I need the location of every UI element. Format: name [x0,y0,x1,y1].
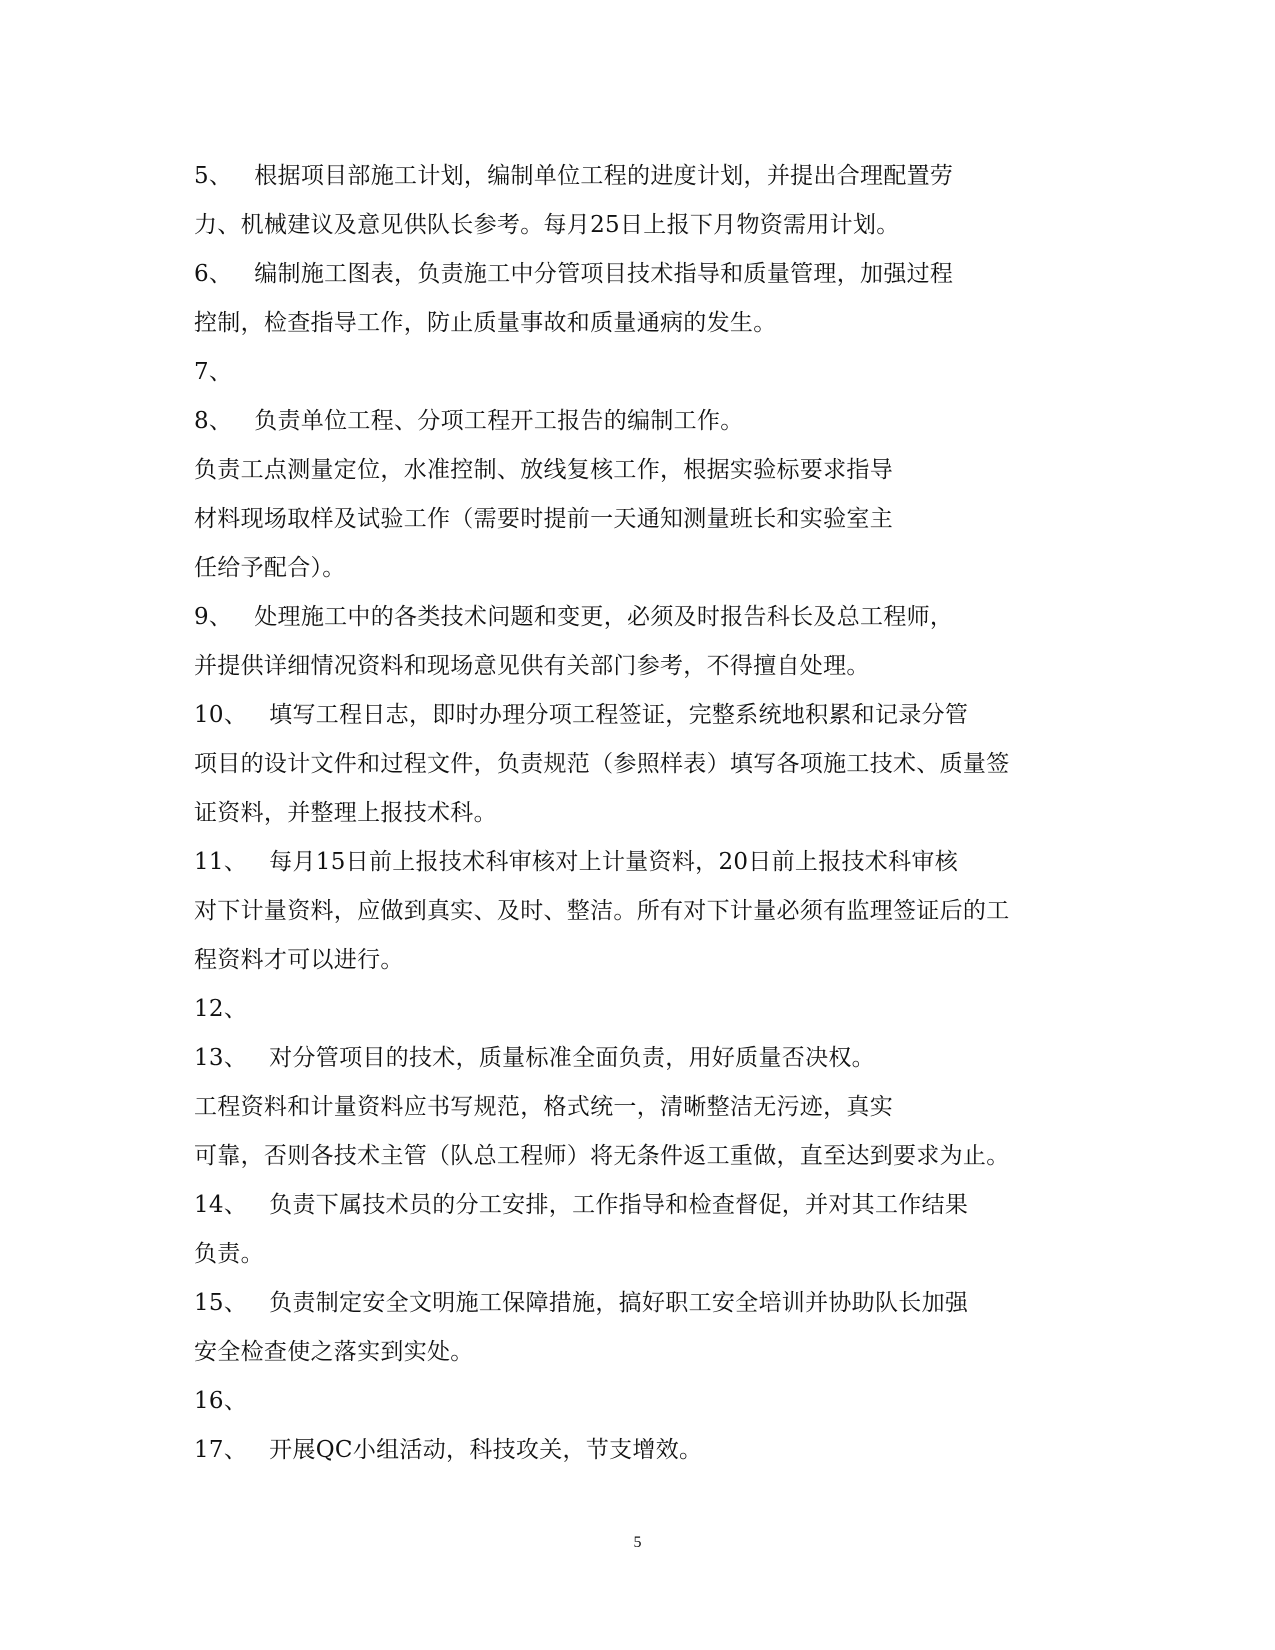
item-number: 12、 [194,996,248,1022]
line-text: 对分管项目的技术，质量标准全面负责，用好质量否决权。 [269,1045,875,1071]
page-number: 5 [633,1534,642,1551]
text-line [194,838,1074,887]
line-text: 根据项目部施工计划，编制单位工程的进度计划，并提出合理配置劳 [254,163,954,189]
text-line [194,691,1074,740]
item-number: 10、 [194,702,248,728]
line-text: 负责单位工程、分项工程开工报告的编制工作。 [254,408,744,434]
item-number: 11、 [194,849,248,875]
item-number: 17、 [194,1437,248,1463]
text-line [194,740,1074,789]
item-number: 14、 [194,1192,248,1218]
text-line [194,201,1074,250]
text-line [194,887,1074,936]
line-text: 项目的设计文件和过程文件，负责规范（参照样表）填写各项施工技术、质量签 [194,751,1010,777]
line-text: 工程资料和计量资料应书写规范，格式统一，清晰整洁无污迹，真实 [194,1094,893,1120]
line-text: 可靠，否则各技术主管（队总工程师）将无条件返工重做，直至达到要求为止。 [194,1143,1010,1169]
text-line [194,250,1074,299]
line-text: 填写工程日志，即时办理分项工程签证，完整系统地积累和记录分管 [269,702,969,728]
text-line [194,642,1074,691]
line-text: 材料现场取样及试验工作（需要时提前一天通知测量班长和实验室主 [194,506,893,532]
line-text: 任给予配合）。 [194,555,346,581]
line-text: 负责工点测量定位，水准控制、放线复核工作，根据实验标要求指导 [194,457,893,483]
text-line [194,544,1074,593]
line-text: 处理施工中的各类技术问题和变更，必须及时报告科长及总工程师， [254,604,954,630]
text-line [194,1328,1074,1377]
text-line [194,985,1074,1034]
line-text: 负责制定安全文明施工保障措施，搞好职工安全培训并协助队长加强 [269,1290,969,1316]
line-text: 编制施工图表，负责施工中分管项目技术指导和质量管理，加强过程 [254,261,954,287]
line-text: 每月15日前上报技术科审核对上计量资料，20日前上报技术科审核 [269,849,959,875]
text-line [194,1426,1074,1475]
text-line [194,397,1074,446]
line-text: 负责。 [194,1241,264,1267]
item-number: 6、 [194,261,233,287]
item-number: 5、 [194,163,233,189]
line-text: 程资料才可以进行。 [194,947,404,973]
text-line [194,495,1074,544]
line-text: 证资料，并整理上报技术科。 [194,800,497,826]
line-text: 控制，检查指导工作，防止质量事故和质量通病的发生。 [194,310,777,336]
text-line [194,1377,1074,1426]
item-number: 15、 [194,1290,248,1316]
line-text: 对下计量资料，应做到真实、及时、整洁。所有对下计量必须有监理签证后的工 [194,898,1010,924]
text-line [194,446,1074,495]
line-text: 负责下属技术员的分工安排，工作指导和检查督促，并对其工作结果 [269,1192,969,1218]
text-line [194,936,1074,985]
text-line [194,299,1074,348]
item-number: 7、 [194,359,233,385]
text-line [194,1132,1074,1181]
text-line [194,152,1074,201]
text-line [194,1083,1074,1132]
line-text: 开展QC小组活动，科技攻关，节支增效。 [269,1437,703,1463]
text-line [194,348,1074,397]
line-text: 力、机械建议及意见供队长参考。每月25日上报下月物资需用计划。 [194,212,900,238]
text-line [194,1230,1074,1279]
text-line [194,1034,1074,1083]
line-text: 安全检查使之落实到实处。 [194,1339,474,1365]
line-text: 并提供详细情况资料和现场意见供有关部门参考，不得擅自处理。 [194,653,870,679]
item-number: 16、 [194,1388,248,1414]
text-line [194,593,1074,642]
text-line [194,1279,1074,1328]
item-number: 9、 [194,604,233,630]
text-line [194,789,1074,838]
text-line [194,1181,1074,1230]
item-number: 8、 [194,408,233,434]
document-body [194,152,1074,1475]
item-number: 13、 [194,1045,248,1071]
